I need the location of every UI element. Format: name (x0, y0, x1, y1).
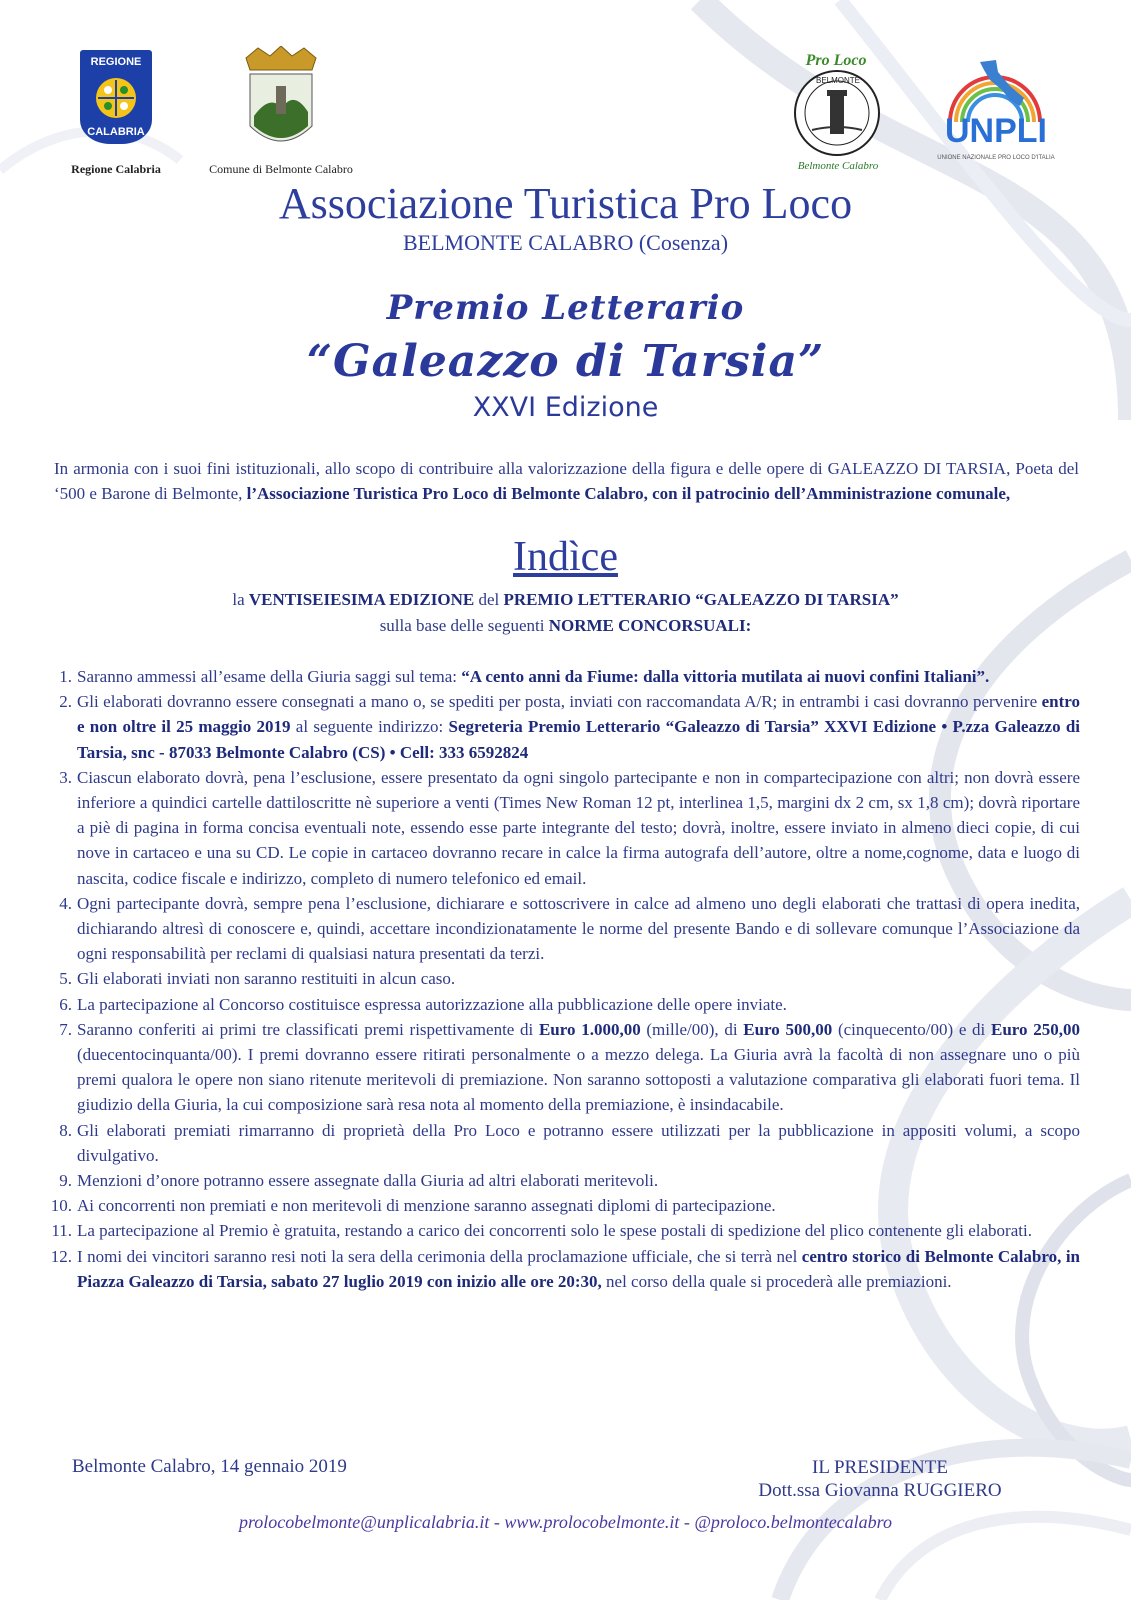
regione-emblem-icon (94, 74, 138, 122)
rule-number: 11. (51, 1221, 72, 1241)
intro-text: In armonia con i suoi fini istituzionali, allo scopo di contribuire alla valorizzazione della figura e delle opere di GALEAZZO DI TARSIA, Poeta del ‘500 e Barone di Belmonte, (54, 459, 1079, 503)
rule-text: (cinquecento/00) e di (832, 1019, 991, 1039)
rule-bold: Euro 500,00 (743, 1019, 833, 1039)
rules-list (40, 664, 1080, 1294)
edition-label: XXVI Edizione (472, 392, 659, 423)
rule-item (40, 966, 1080, 991)
indice-line-2 (0, 616, 1131, 636)
place-date: Belmonte Calabro, 14 gennaio 2019 (72, 1456, 347, 1477)
rule-number: 4. (59, 893, 72, 913)
association-subtitle: BELMONTE CALABRO (Cosenza) (402, 230, 729, 255)
rule-number: 1. (59, 667, 72, 686)
rule-text: La partecipazione al Concorso costituisce espressa autorizzazione alla pubblicazione delle opere inviate. (77, 994, 787, 1014)
rule-item (40, 1218, 1080, 1243)
proloco-ring-text: BELMONTE (815, 76, 860, 85)
indice-line-1 (0, 590, 1131, 610)
rule-text: Menzioni d’onore potranno essere assegnate dalla Giuria ad altri elaborati meritevoli. (77, 1171, 659, 1191)
president-role: IL PRESIDENTE (812, 1457, 948, 1478)
indice-l1-a: la (232, 590, 249, 609)
rule-bold: Segreteria Premio Letterario “Galeazzo di Tarsia” XXVI Edizione • P.zza Galeazzo di Tarsia, snc - 87033 Belmonte Calabro (CS) • Cell: 333 6592824 (77, 717, 1081, 762)
intro-paragraph (54, 456, 1079, 506)
rule-number: 3. (59, 767, 72, 787)
indice-l1-d: PREMIO LETTERARIO “GALEAZZO DI TARSIA” (503, 590, 899, 609)
regione-badge-top: REGIONE (90, 56, 142, 68)
rule-item (40, 664, 1080, 689)
rule-text: al seguente indirizzo: (290, 717, 449, 737)
rule-text: Ogni partecipante dovrà, sempre pena l’esclusione, dichiarare e sottoscrivere in calce ad almeno uno degli elaborati che trattasi di opera inedita, dichiarando altresì di conoscere e, quindi, accettare incondizionatamente le norme del presente Bando e di sollevare comunque l’Associazione da ogni responsabilità per reclami di qualsiasi natura presentati da terzi. (77, 893, 1080, 964)
rule-text: Ciascun elaborato dovrà, pena l’esclusione, essere presentato da ogni singolo partecipante e non in compartecipazione con altri; non dovrà essere inferiore a quindici cartelle dattiloscritte nè superiore a venti (Times New Roman 12 pt, interlinea 1,5, margini dx 2 cm, sx 1,8 cm); dovrà riportare a piè di pagina in forma concisa eventuali note, essendo esse parte integrante del testo; dovrà, inoltre, essere inviato in almeno dieci copie, di cui nove in cartaceo e una su CD. Le copie in cartaceo dovranno recare in calce la firma autografa dell’autore, oltre a nome,cognome, data e luogo di nascita, codice fiscale e indirizzo, completo di numero telefonico ed email. (77, 767, 1080, 888)
rule-number: 12. (50, 1246, 72, 1266)
rule-item (40, 1193, 1080, 1218)
indice-l1-c: del (474, 590, 504, 609)
proloco-caption: Belmonte Calabro (797, 160, 879, 172)
comune-belmonte-crest-icon (240, 46, 322, 156)
indice-l2-a: sulla base delle seguenti (379, 616, 549, 635)
indice-l2-b: NORME CONCORSUALI: (548, 616, 752, 635)
rule-number: 5. (59, 969, 72, 989)
rule-text: (mille/00), di (640, 1019, 744, 1039)
rule-item (40, 1118, 1080, 1168)
rule-number: 6. (59, 994, 72, 1014)
rule-number: 7. (59, 1019, 72, 1039)
rule-item (40, 1168, 1080, 1193)
rule-item (40, 891, 1080, 967)
rule-text: (duecentocinquanta/00). I premi dovranno essere ritirati personalmente o a mezzo delega. La Giuria avrà la facoltà di non assegnare uno o più premi qualora le opere non siano ritenute meritevoli di premiazione. Non saranno sottoposti a valutazione comparativa gli elaborati fuori tema. Il giudizio della Giuria, la cui composizione sarà resa nota al momento della premiazione, è insindacabile. (77, 1045, 1080, 1115)
rule-number: 8. (59, 1120, 72, 1140)
rule-number: 2. (59, 692, 72, 712)
rule-bold: Euro 1.000,00 (538, 1019, 641, 1039)
prize-title-line1: Premio Letterario (386, 288, 745, 328)
rule-text: La partecipazione al Premio è gratuita, restando a carico dei concorrenti solo le spese postali di spedizione del plico contenente gli elaborati. (77, 1221, 1032, 1241)
rule-item (40, 1017, 1080, 1118)
rule-item (40, 765, 1080, 891)
president-name: Dott.ssa Giovanna RUGGIERO (758, 1480, 1002, 1501)
rule-item (40, 992, 1080, 1017)
rule-text: Saranno conferiti ai primi tre classificati premi rispettivamente di (77, 1019, 539, 1039)
association-title: Associazione Turistica Pro Loco (278, 179, 853, 228)
rule-item (40, 689, 1080, 765)
rule-text: Ai concorrenti non premiati e non meritevoli di menzione saranno assegnati diplomi di partecipazione. (77, 1196, 776, 1216)
rule-bold: centro storico di Belmonte Calabro, in Piazza Galeazzo di Tarsia, sabato 27 luglio 2019 con inizio alle ore 20:30, (77, 1246, 1080, 1291)
intro-bold: l’Associazione Turistica Pro Loco di Belmonte Calabro, con il patrocinio dell’Amministrazione comunale, (246, 484, 1011, 503)
rule-text: Gli elaborati premiati rimarranno di proprietà della Pro Loco e potranno essere utilizzati per la pubblicazione in appositi volumi, a scopo divulgativo. (77, 1120, 1080, 1165)
rule-text: Gli elaborati inviati non saranno restituiti in alcun caso. (77, 969, 456, 989)
rule-bold: entro e non oltre il 25 maggio 2019 (77, 692, 1080, 737)
regione-caption: Regione Calabria (71, 162, 161, 176)
rule-number: 10. (50, 1196, 72, 1216)
comune-caption: Comune di Belmonte Calabro (209, 162, 353, 176)
rule-text: Saranno ammessi all’esame della Giuria saggi sul tema: (77, 667, 462, 686)
proloco-logo-title: Pro Loco (805, 52, 867, 69)
rule-text: I nomi dei vincitori saranno resi noti la sera della cerimonia della proclamazione ufficiale, che si terrà nel (77, 1246, 802, 1266)
president-signature (720, 1456, 1040, 1502)
unpli-caption: UNIONE NAZIONALE PRO LOCO D'ITALIA (937, 155, 1055, 161)
prize-title-line2: “Galeazzo di Tarsia” (306, 336, 825, 387)
rule-bold: “A cento anni da Fiume: dalla vittoria mutilata ai nuovi confini Italiani”. (461, 667, 990, 686)
rule-item (40, 1244, 1080, 1294)
indice-l1-b: VENTISEIESIMA EDIZIONE (248, 590, 475, 609)
rule-text: Gli elaborati dovranno essere consegnati a mano o, se spediti per posta, inviati con raccomandata A/R; in entrambi i casi dovranno pervenire (77, 692, 1042, 712)
indice-heading: Indìce (513, 534, 618, 580)
regione-badge-bottom: CALABRIA (87, 126, 145, 138)
footer-contacts: prolocobelmonte@unplicalabria.it - www.prolocobelmonte.it - @proloco.belmontecalabro (238, 1512, 893, 1532)
regione-calabria-logo (80, 50, 152, 144)
rule-text: nel corso della quale si procederà alle premiazioni. (601, 1271, 952, 1291)
unpli-logo-text: UNPLI (945, 112, 1047, 150)
rule-number: 9. (59, 1171, 72, 1191)
rule-bold: Euro 250,00 (990, 1019, 1080, 1039)
